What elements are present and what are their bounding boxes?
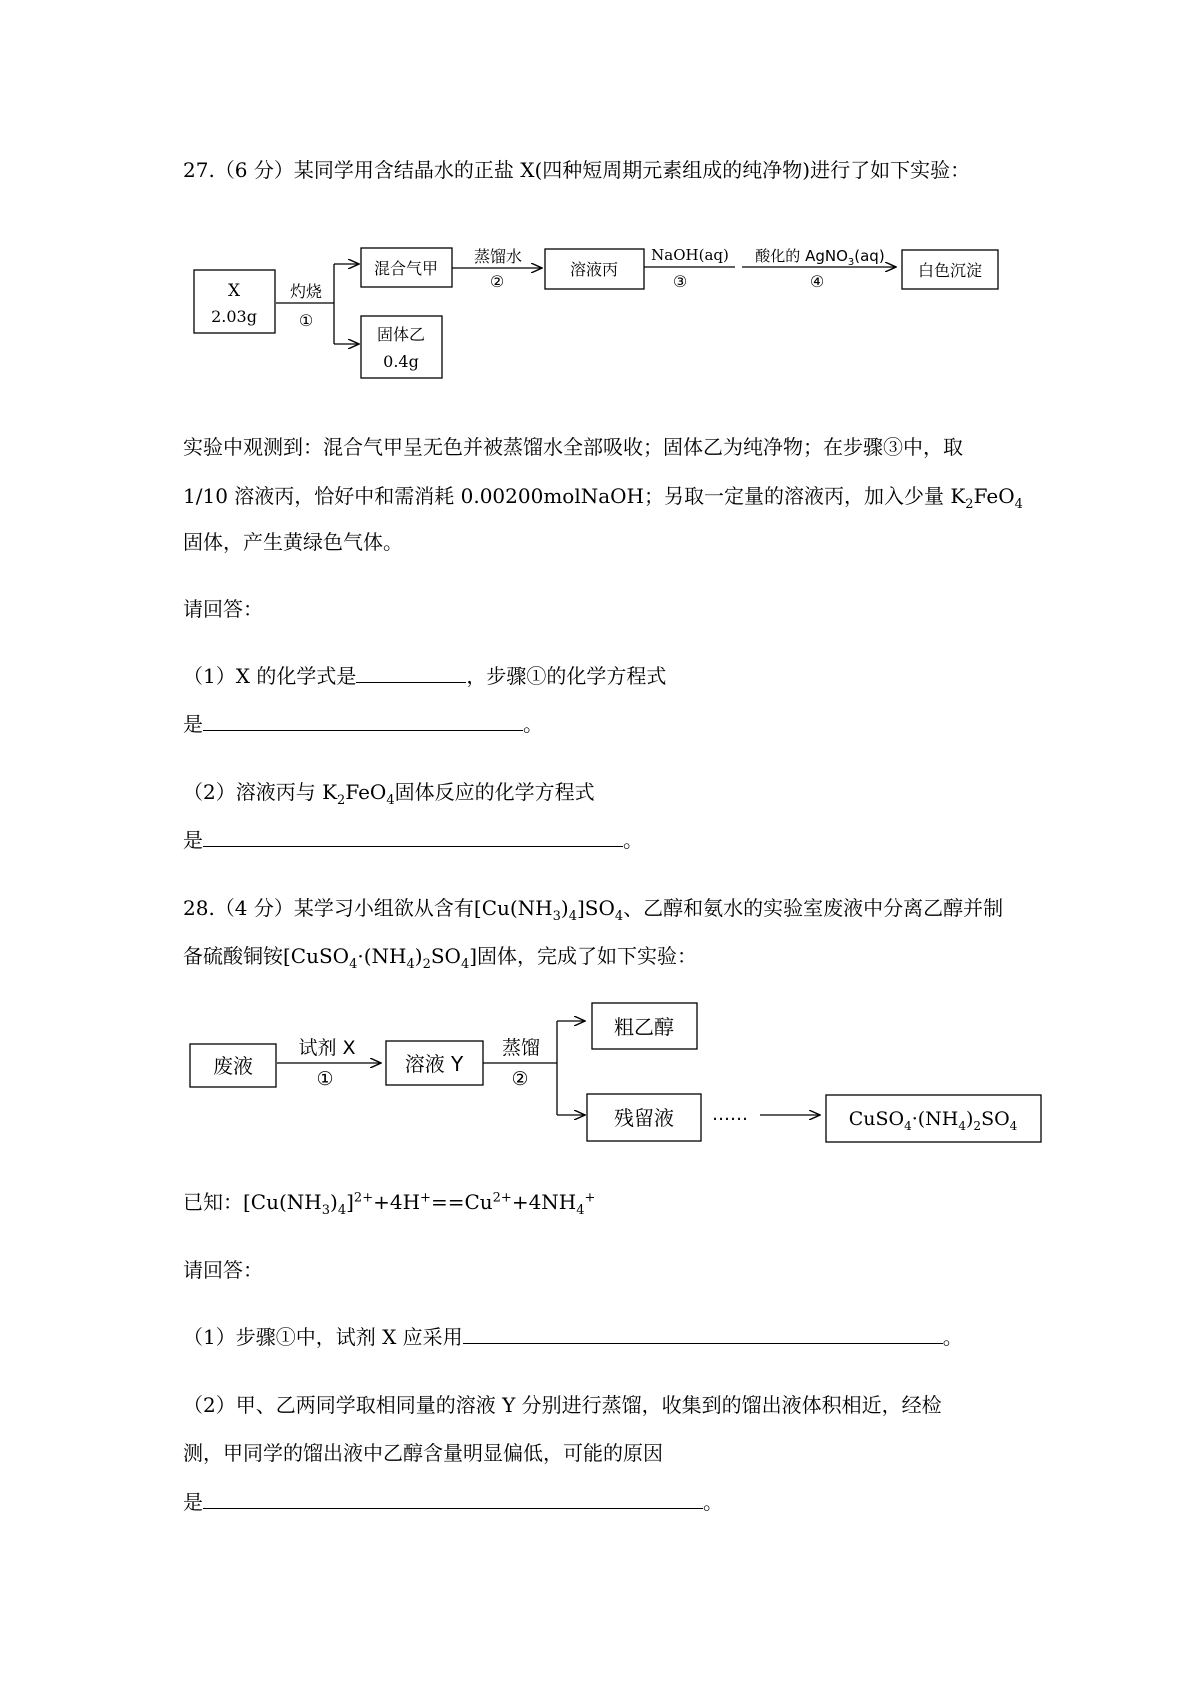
- step1-label: 灼烧: [289, 282, 323, 301]
- q28-known: 已知：$[Cu(NH_3)_4]^{2+}+4H^+==Cu^{2+}+4NH_4^+$: [183, 1190, 596, 1218]
- q28-header: 28.（4 分）某学习小组欲从含有$[Cu(NH_3)_4]SO_4$、乙醇和氨水的实验室废液中分离乙醇并制: [183, 896, 1004, 924]
- q28-subquestion-2-line1: （2）甲、乙两同学取相同量的溶液 Y 分别进行蒸馏，收集到的馏出液体积相近，经检: [183, 1393, 942, 1417]
- q28-subquestion-2-line2: 测，甲同学的馏出液中乙醇含量明显偏低，可能的原因: [183, 1441, 663, 1465]
- box-waste-label: 废液: [213, 1054, 253, 1078]
- step3-label: NaOH(aq): [651, 246, 729, 264]
- box-solution-y-label: 溶液 Y: [404, 1052, 464, 1076]
- q28-step1-label: 试剂 X: [298, 1037, 356, 1059]
- q27-subquestion-1-line2: 是 。: [183, 712, 543, 736]
- q28-subquestion-1: （1）步骤①中，试剂 X 应采用 。: [183, 1325, 963, 1349]
- answer-blank-equation-1[interactable]: [203, 712, 523, 731]
- box-product-label: $CuSO_4\cdot(NH_4)_2SO_4$: [848, 1108, 1018, 1133]
- step4-number: ④: [809, 272, 825, 291]
- q28-please-answer: 请回答：: [183, 1258, 263, 1282]
- answer-blank-formula[interactable]: [356, 664, 466, 683]
- step3-number: ③: [672, 272, 688, 291]
- box-precipitate-label: 白色沉淀: [917, 261, 983, 280]
- q27-observation-line1: 实验中观测到：混合气甲呈无色并被蒸馏水全部吸收；固体乙为纯净物；在步骤③中，取: [183, 435, 963, 459]
- box-solid-mass: 0.4g: [383, 352, 419, 371]
- q27-please-answer: 请回答：: [183, 597, 263, 621]
- q28-step1-number: ①: [316, 1068, 334, 1090]
- answer-blank-reagent[interactable]: [463, 1325, 943, 1344]
- step4-label: 酸化的 AgNO$_3$(aq): [755, 247, 885, 268]
- box-solid-label: 固体乙: [376, 325, 426, 344]
- answer-blank-equation-2[interactable]: [203, 828, 623, 847]
- answer-blank-reason[interactable]: [203, 1490, 703, 1509]
- q28-subquestion-2-line3: 是 。: [183, 1490, 723, 1514]
- q27-subquestion-2: （2）溶液丙与 $K_2FeO_4$固体反应的化学方程式: [183, 780, 595, 808]
- box-gas-label: 混合气甲: [373, 259, 439, 278]
- box-residue-label: 残留液: [614, 1106, 674, 1130]
- step2-number: ②: [489, 272, 505, 291]
- q27-header: 27.（6 分）某同学用含结晶水的正盐 X(四种短周期元素组成的纯净物)进行了如下实验：: [183, 158, 971, 182]
- q27-observation-line2: 1/10 溶液丙，恰好中和需消耗 0.00200molNaOH；另取一定量的溶液丙，加入少量 $K_2FeO_4$: [183, 484, 1023, 512]
- box-solution-label: 溶液丙: [569, 260, 619, 279]
- q28-step2-label: 蒸馏: [501, 1037, 541, 1059]
- q28-step2-number: ②: [511, 1068, 529, 1090]
- q27-subquestion-1: （1）X 的化学式是 ，步骤①的化学方程式: [183, 664, 667, 688]
- step2-label: 蒸馏水: [473, 247, 523, 266]
- q27-observation-line3: 固体，产生黄绿色气体。: [183, 530, 403, 554]
- q28-header-line2: 备硫酸铜铵$[CuSO_4\cdot(NH_4)_2SO_4]$固体，完成了如下实验：: [183, 944, 698, 972]
- box-x-mass: 2.03g: [211, 307, 257, 326]
- box-x-label: X: [227, 281, 241, 301]
- step1-number: ①: [298, 311, 314, 330]
- box-crude-ethanol-label: 粗乙醇: [614, 1015, 674, 1039]
- dots: ……: [712, 1104, 748, 1125]
- q27-subquestion-2-line2: 是 。: [183, 828, 643, 852]
